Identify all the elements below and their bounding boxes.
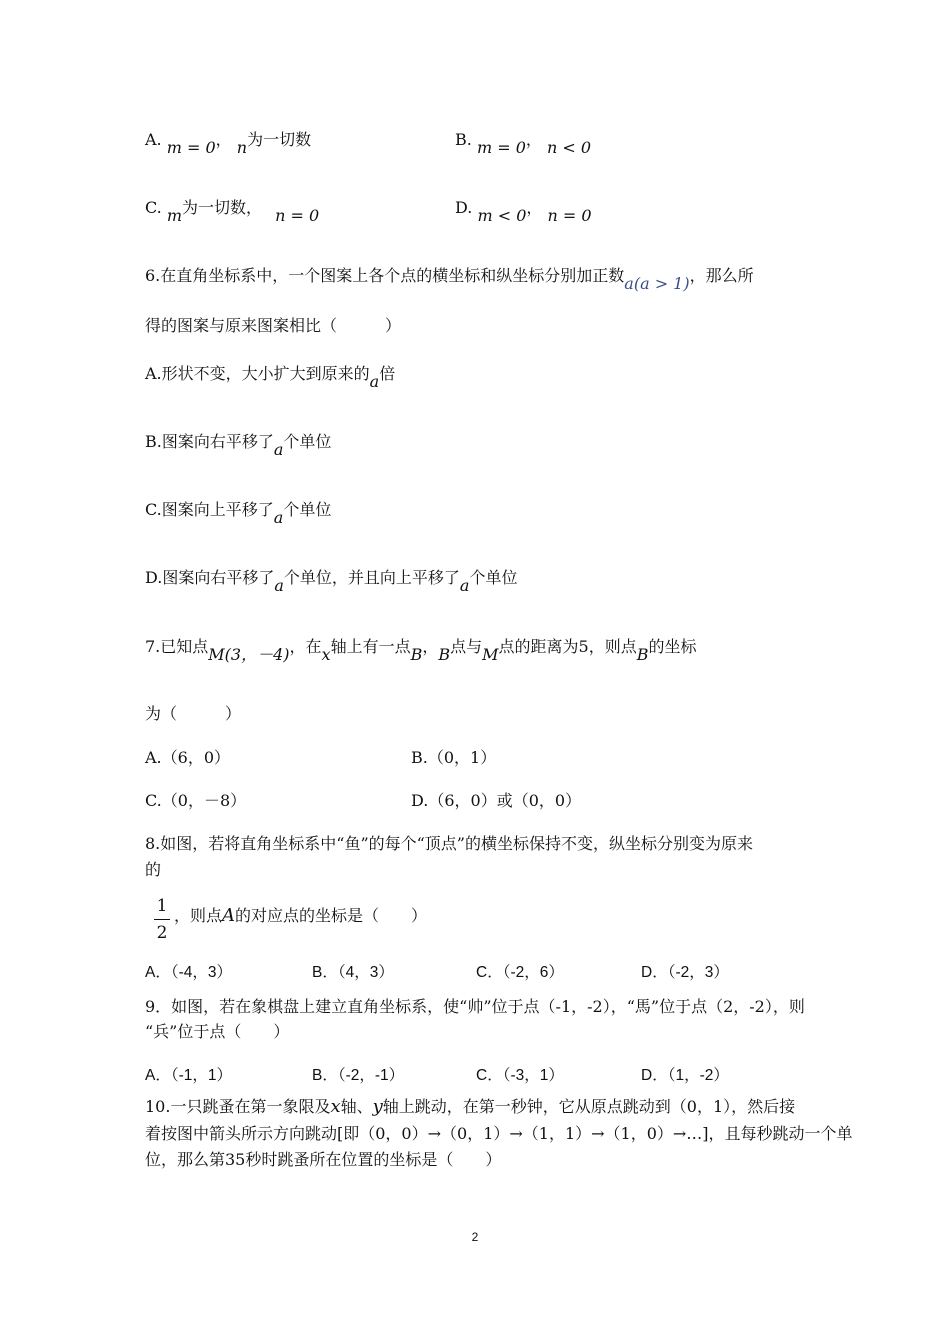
question-text: 点的距离为5，则点: [498, 637, 637, 656]
q8-stem-line3: [174, 906, 427, 926]
question-text: 6.在直角坐标系中，一个图案上各个点的横坐标和纵坐标分别加正数: [145, 266, 625, 285]
q8-option-d: D．（-2，3）: [641, 964, 729, 981]
q9-stem-line1: 9．如图，若在象棋盘上建立直角坐标系，使“帅”位于点（-1，-2），“馬”位于点（2，-2），则: [145, 997, 805, 1016]
option-text: 个单位，并且向上平移了: [283, 568, 460, 587]
q7-stem-line1: [145, 637, 697, 664]
option-label: C.: [145, 198, 162, 217]
q7-option-b: B.（0，1）: [411, 748, 497, 767]
option-text: 为一切数: [247, 130, 312, 149]
q10-stem-line3: 位，那么第35秒时跳蚤所在位置的坐标是（ ）: [145, 1150, 502, 1169]
option-text: C.图案向上平移了: [145, 500, 274, 519]
question-text: ，那么所: [689, 266, 754, 285]
math-expression: x: [330, 1096, 341, 1117]
separator: ，: [525, 130, 542, 149]
question-text: ，在: [289, 637, 322, 656]
question-text: 7.已知点: [145, 637, 209, 656]
q8-option-b: B．（4，3）: [312, 964, 394, 981]
q6-option-c: [145, 500, 332, 527]
math-expression: m: [166, 206, 183, 225]
math-expression: a: [274, 576, 284, 595]
q10-stem-line1: [145, 1097, 795, 1117]
question-text: ，则点: [174, 906, 223, 925]
math-expression: a: [273, 508, 284, 527]
math-expression: m < 0: [477, 206, 527, 225]
math-expression: a(a > 1): [624, 274, 690, 293]
question-text: 的坐标: [648, 637, 697, 656]
q8-stem-line2: 的: [145, 860, 162, 879]
math-expression: m = 0: [476, 138, 526, 157]
page-number: 2: [471, 1230, 479, 1244]
question-text: 的对应点的坐标是（ ）: [235, 906, 428, 925]
q8-option-a: A．（-4，3）: [145, 964, 232, 981]
option-text: A.形状不变，大小扩大到原来的: [145, 364, 370, 383]
separator: ，: [215, 130, 232, 149]
question-text: 轴、: [340, 1097, 373, 1116]
fraction-numerator: 1: [156, 896, 168, 916]
question-text: 点与: [450, 637, 483, 656]
math-expression: A: [222, 905, 236, 926]
question-text: 轴上有一点: [330, 637, 411, 656]
math-expression: n = 0: [275, 206, 320, 225]
q7-option-d: D.（6，0）或（0，0）: [411, 791, 582, 810]
math-expression: n < 0: [546, 138, 592, 157]
fraction-one-half: [152, 896, 172, 943]
question-text: ，: [422, 637, 439, 656]
option-text: 个单位: [283, 500, 332, 519]
q6-option-d: [145, 568, 518, 595]
q9-stem-line2: “兵”位于点（ ）: [145, 1022, 290, 1041]
q9-option-c: C．（-3，1）: [476, 1067, 564, 1084]
question-text: 轴上跳动，在第一秒钟，它从原点跳动到（0，1），然后接: [382, 1097, 796, 1116]
math-expression: m = 0: [166, 138, 216, 157]
option-label: B.: [455, 130, 472, 149]
q8-option-c: C．（-2，6）: [476, 964, 564, 981]
option-label: A.: [145, 130, 162, 149]
math-expression: B: [410, 645, 423, 664]
option-text: 个单位: [283, 432, 332, 451]
q5-option-b: [455, 130, 592, 157]
option-text: 倍: [379, 364, 396, 383]
q9-option-a: A．（-1，1）: [145, 1067, 232, 1084]
q5-option-d: [455, 198, 592, 225]
option-text: 个单位: [469, 568, 518, 587]
fraction-bar: [154, 919, 170, 920]
q9-option-d: D．（1，-2）: [641, 1067, 729, 1084]
q5-option-a: [145, 130, 312, 157]
math-expression: M: [482, 645, 499, 664]
math-expression: n = 0: [547, 206, 592, 225]
q5-option-c: [145, 198, 320, 225]
math-expression: a: [459, 576, 470, 595]
math-expression: B: [636, 645, 649, 664]
separator: ，: [526, 198, 543, 217]
q10-stem-line2: 着按图中箭头所示方向跳动[即（0，0）→（0，1）→（1，1）→（1，0）→…]，且每秒跳动一个单: [145, 1124, 853, 1143]
math-expression: y: [372, 1096, 383, 1117]
math-expression: a: [273, 440, 284, 459]
q7-option-c: C.（0，－8）: [145, 791, 247, 810]
math-expression: x: [321, 645, 331, 664]
q8-stem-line1: 8.如图，若将直角坐标系中“鱼”的每个“顶点”的横坐标保持不变，纵坐标分别变为原来: [145, 834, 753, 853]
q9-option-b: B．（-2，-1）: [312, 1067, 405, 1084]
q6-stem-line1: [145, 266, 754, 293]
q6-option-b: [145, 432, 332, 459]
q6-stem-line2: 得的图案与原来图案相比（ ）: [145, 316, 402, 335]
math-expression: a: [369, 372, 380, 391]
q6-option-a: [145, 364, 396, 391]
option-label: D.: [455, 198, 473, 217]
q7-stem-line2: 为（ ）: [145, 704, 242, 723]
question-text: 10.一只跳蚤在第一象限及: [145, 1097, 331, 1116]
math-expression: B: [438, 645, 451, 664]
math-expression: M(3，－4): [208, 645, 290, 664]
fraction-denominator: 2: [156, 923, 168, 943]
q7-option-a: A.（6，0）: [145, 748, 231, 767]
math-expression: n: [236, 138, 248, 157]
option-text: 为一切数，: [182, 198, 263, 217]
option-text: D.图案向右平移了: [145, 568, 275, 587]
option-text: B.图案向右平移了: [145, 432, 274, 451]
